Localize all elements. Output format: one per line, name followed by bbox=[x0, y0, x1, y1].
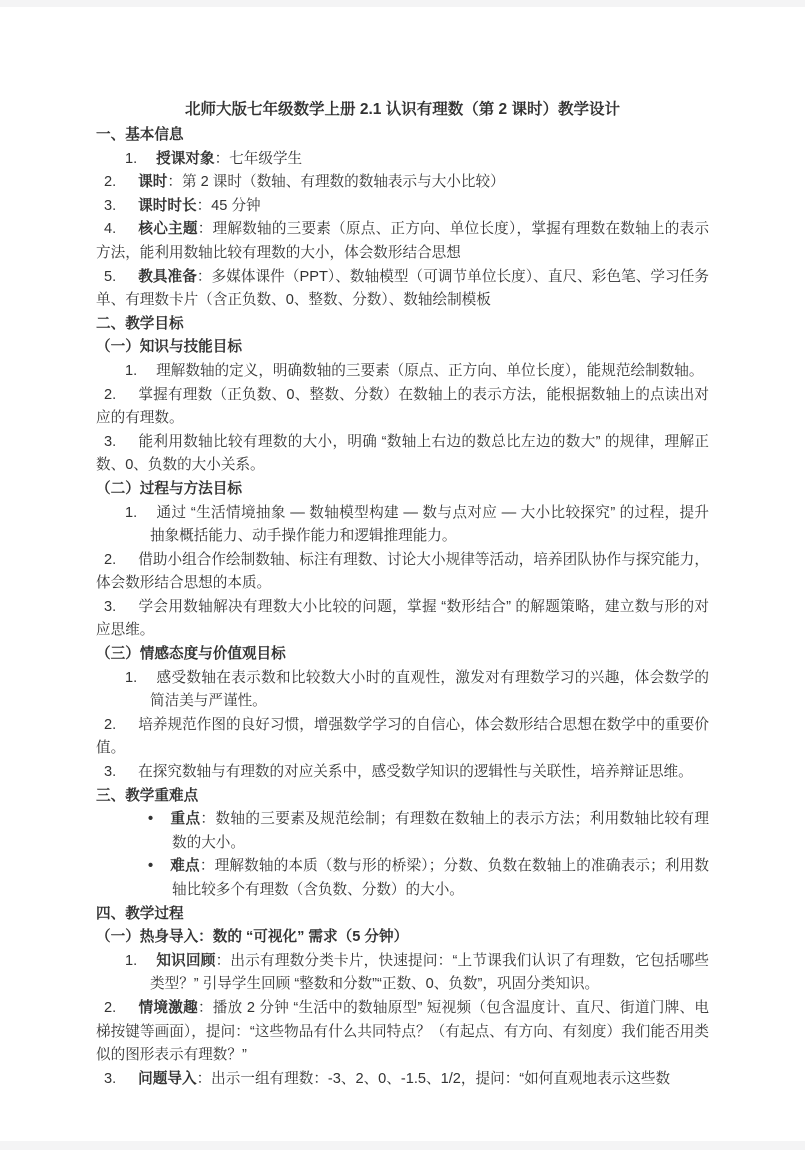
list-number-marker: 3. bbox=[104, 433, 117, 450]
list-number-marker: 2. bbox=[104, 999, 117, 1016]
list-number-marker: 1. bbox=[125, 669, 138, 686]
subsection-heading bbox=[96, 926, 709, 950]
bold-text-run: 三、教学重难点 bbox=[96, 787, 199, 804]
text-run: ：理解数轴的三要素（原点、正方向、单位长度），掌握有理数在数轴上的表示方法，能利用数轴比较有理数的大小，体会数形结合思想 bbox=[96, 221, 709, 261]
bullet-marker: • bbox=[148, 858, 154, 875]
numbered-item bbox=[96, 1068, 709, 1092]
list-number-marker: 3. bbox=[104, 764, 117, 781]
bold-text-run: （三）情感态度与价值观目标 bbox=[96, 646, 286, 663]
list-number-marker: 4. bbox=[104, 221, 117, 238]
list-number-marker: 5. bbox=[104, 268, 117, 285]
numbered-item bbox=[96, 596, 709, 643]
bold-text-run: 教具准备 bbox=[138, 268, 197, 285]
section-heading bbox=[96, 903, 709, 927]
bold-text-run: 一、基本信息 bbox=[96, 127, 184, 143]
list-number-marker: 2. bbox=[104, 551, 117, 568]
text-run: 借助小组合作绘制数轴、标注有理数、讨论大小规律等活动，培养团队协作与探究能力，体会数形结合思想的本质。 bbox=[96, 551, 709, 592]
bold-text-run: （一）知识与技能目标 bbox=[96, 339, 242, 356]
subsection-heading bbox=[96, 336, 709, 360]
text-run: 能利用数轴比较有理数的大小，明确 “数轴上右边的数总比左边的数大” 的规律，理解正数、0、负数的大小关系。 bbox=[96, 433, 709, 474]
list-number-marker: 1. bbox=[125, 504, 138, 521]
list-number-marker: 2. bbox=[104, 386, 117, 403]
bold-text-run: 四、教学过程 bbox=[96, 905, 184, 922]
bold-text-run: 知识回顾 bbox=[156, 952, 216, 969]
list-number-marker: 2. bbox=[104, 174, 117, 191]
section-heading bbox=[96, 124, 709, 148]
numbered-item bbox=[96, 148, 709, 172]
numbered-item bbox=[96, 997, 709, 1068]
text-run: ：七年级学生 bbox=[214, 150, 303, 167]
numbered-item bbox=[96, 195, 709, 219]
list-number-marker: 1. bbox=[125, 952, 138, 969]
text-run: ：数轴的三要素及规范绘制；有理数在数轴上的表示方法；利用数轴比较有理数的大小。 bbox=[172, 811, 709, 851]
section-heading bbox=[96, 313, 709, 337]
text-run: 学会用数轴解决有理数大小比较的问题，掌握 “数形结合” 的解题策略，建立数与形的对应思维。 bbox=[96, 598, 709, 639]
text-run: ：理解数轴的本质（数与形的桥梁）；分数、负数在数轴上的准确表示；利用数轴比较多个有理数（含负数、分数）的大小。 bbox=[172, 858, 709, 898]
list-number-marker: 1. bbox=[125, 150, 138, 167]
list-number-marker: 2. bbox=[104, 716, 117, 733]
bullet-item bbox=[96, 855, 709, 902]
bold-text-run: 二、教学目标 bbox=[96, 315, 184, 332]
numbered-item bbox=[96, 714, 709, 761]
text-run: ：第 2 课时（数轴、有理数的数轴表示与大小比较） bbox=[167, 174, 505, 191]
bullet-item bbox=[96, 808, 709, 855]
text-run: 理解数轴的定义，明确数轴的三要素（原点、正方向、单位长度），能规范绘制数轴。 bbox=[156, 362, 704, 379]
text-run: 在探究数轴与有理数的对应关系中，感受数学知识的逻辑性与关联性，培养辩证思维。 bbox=[138, 764, 693, 781]
numbered-item bbox=[96, 502, 709, 549]
bold-text-run: （二）过程与方法目标 bbox=[96, 480, 242, 497]
text-run: ：多媒体课件（PPT）、数轴模型（可调节单位长度）、直尺、彩色笔、学习任务单、有理数卡片（含正负数、0、整数、分数）、数轴绘制模板 bbox=[96, 268, 709, 309]
bold-text-run: 情境激趣 bbox=[138, 999, 198, 1016]
bold-text-run: 难点 bbox=[170, 858, 200, 875]
text-run: ：45 分钟 bbox=[196, 197, 261, 214]
subsection-heading bbox=[96, 478, 709, 502]
numbered-item bbox=[96, 667, 709, 714]
text-run: ：出示有理数分类卡片，快速提问：“上节课我们认识了有理数，它包括哪些类型？” 引导学生回顾 “整数和分数”“正数、0、负数”，巩固分类知识。 bbox=[150, 952, 709, 993]
bullet-marker: • bbox=[148, 811, 154, 828]
numbered-item bbox=[96, 761, 709, 785]
text-run: 感受数轴在表示数和比较数大小时的直观性，激发对有理数学习的兴趣，体会数学的简洁美与严谨性。 bbox=[150, 669, 709, 710]
list-number-marker: 3. bbox=[104, 598, 117, 615]
numbered-item bbox=[96, 950, 709, 997]
text-run: 培养规范作图的良好习惯，增强数学学习的自信心，体会数形结合思想在数学中的重要价值。 bbox=[96, 716, 709, 757]
document-page bbox=[0, 7, 805, 1141]
subsection-heading bbox=[96, 643, 709, 667]
list-number-marker: 1. bbox=[125, 362, 138, 379]
text-run: ：播放 2 分钟 “生活中的数轴原型” 短视频（包含温度计、直尺、街道门牌、电梯按键等画面），提问：“这些物品有什么共同特点？（有起点、有方向、有刻度）我们能否用类似的图形表示有理数？” bbox=[96, 999, 709, 1064]
bold-text-run: 问题导入 bbox=[138, 1070, 197, 1087]
bold-text-run: （一）热身导入：数的 “可视化” 需求（5 分钟） bbox=[96, 929, 409, 946]
bold-text-run: 核心主题 bbox=[138, 221, 198, 238]
bold-text-run: 课时时长 bbox=[138, 197, 197, 214]
numbered-item bbox=[96, 266, 709, 313]
numbered-item bbox=[96, 360, 709, 384]
numbered-item bbox=[96, 384, 709, 431]
text-run: 通过 “生活情境抽象 — 数轴模型构建 — 数与点对应 — 大小比较探究” 的过程，提升抽象概括能力、动手操作能力和逻辑推理能力。 bbox=[150, 504, 709, 545]
list-number-marker: 3. bbox=[104, 197, 117, 214]
bold-text-run: 授课对象 bbox=[156, 150, 215, 167]
numbered-item bbox=[96, 218, 709, 265]
document-title: 北师大版七年级数学上册 2.1 认识有理数（第 2 课时）教学设计 bbox=[185, 101, 620, 118]
numbered-item bbox=[96, 171, 709, 195]
text-run: 掌握有理数（正负数、0、整数、分数）在数轴上的表示方法，能根据数轴上的点读出对应的有理数。 bbox=[96, 386, 709, 427]
bold-text-run: 课时 bbox=[138, 174, 168, 191]
bold-text-run: 重点 bbox=[170, 811, 201, 828]
list-number-marker: 3. bbox=[104, 1070, 117, 1087]
numbered-item bbox=[96, 431, 709, 478]
document-body bbox=[96, 124, 709, 1091]
numbered-item bbox=[96, 549, 709, 596]
section-heading bbox=[96, 785, 709, 809]
text-run: ：出示一组有理数：-3、2、0、-1.5、1/2，提问：“如何直观地表示这些数 bbox=[196, 1070, 671, 1087]
